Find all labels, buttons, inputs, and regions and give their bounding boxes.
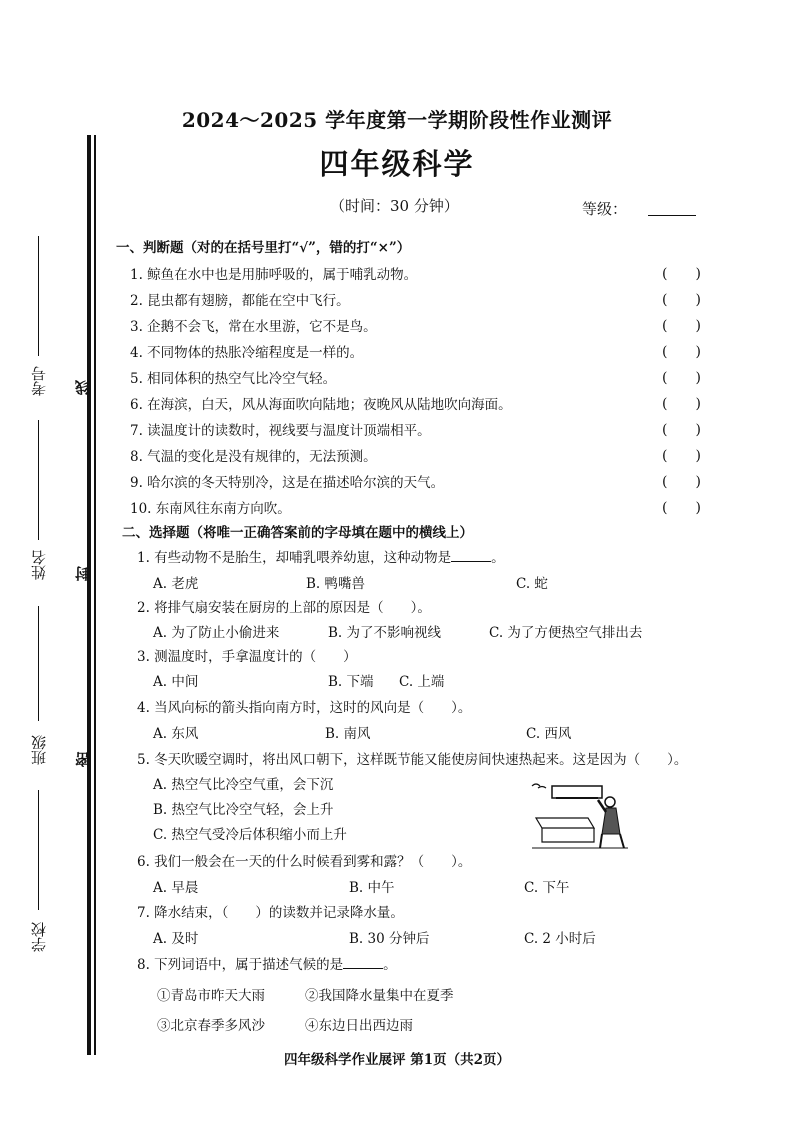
mc-question-3: 3. 测温度时，手拿温度计的（ ） [137, 649, 357, 665]
mc6-option-b: B. 中午 [349, 880, 395, 896]
tf-answer-6[interactable]: ( ) [662, 396, 701, 412]
air-flow-icon [532, 784, 546, 788]
time-limit: （时间：30 分钟） [330, 197, 459, 215]
mc-question-8-stem: 8. 下列词语中，属于描述气候的是 [137, 957, 344, 973]
air-conditioner-illustration [528, 778, 636, 854]
exam-title: 2024～2025 学年度第一学期阶段性作业测评 [181, 108, 613, 132]
tf-item-4: 4. 不同物体的热胀冷缩程度是一样的。 [130, 345, 364, 361]
mc7-option-b: B. 30 分钟后 [349, 931, 430, 947]
mc3-option-b: B. 下端 [328, 674, 374, 690]
tf-answer-5[interactable]: ( ) [662, 370, 701, 386]
mc1-option-c: C. 蛇 [516, 576, 548, 592]
class-label: 班级 [30, 735, 48, 765]
mc-question-1 [137, 546, 505, 566]
mc-question-7: 7. 降水结束，（ ）的读数并记录降水量。 [137, 905, 404, 921]
mc8-option-2: ②我国降水量集中在夏季 [305, 988, 454, 1004]
mc-question-8 [137, 953, 397, 973]
tf-answer-10[interactable]: ( ) [662, 500, 701, 516]
mc-question-1-stem: 1. 有些动物不是胎生，却哺乳喂养幼崽，这种动物是 [137, 550, 452, 566]
tf-answer-2[interactable]: ( ) [662, 292, 701, 308]
mc3-option-a: A. 中间 [153, 674, 199, 690]
mc6-option-c: C. 下午 [524, 880, 570, 896]
section2-heading: 二、选择题（将唯一正确答案前的字母填在题中的横线上） [122, 525, 473, 541]
mc-question-1-end: 。 [491, 550, 505, 566]
school-label: 学校 [30, 922, 48, 952]
tf-item-9: 9. 哈尔滨的冬天特别冷，这是在描述哈尔滨的天气。 [130, 475, 445, 491]
mc7-option-c: C. 2 小时后 [524, 931, 596, 947]
mc7-option-a: A. 及时 [153, 931, 199, 947]
school-line[interactable] [38, 790, 39, 910]
tf-item-6: 6. 在海滨，白天，风从海面吹向陆地；夜晚风从陆地吹向海面。 [130, 397, 512, 413]
binding-line-thick [87, 135, 91, 1055]
binding-line-thin [94, 135, 96, 1055]
mc8-option-3: ③北京春季多风沙 [157, 1018, 265, 1034]
tf-item-5: 5. 相同体积的热空气比冷空气轻。 [130, 371, 337, 387]
air-conditioner-unit [552, 786, 602, 798]
mc5-option-c: C. 热空气受冷后体积缩小而上升 [153, 827, 347, 843]
tf-answer-4[interactable]: ( ) [662, 344, 701, 360]
mc1-option-a: A. 老虎 [153, 576, 199, 592]
exam-number-line[interactable] [38, 236, 39, 356]
tf-answer-9[interactable]: ( ) [662, 474, 701, 490]
tf-answer-3[interactable]: ( ) [662, 318, 701, 334]
seal-char-seal: 封 [74, 566, 92, 581]
mc2-option-c: C. 为了方便热空气排出去 [489, 625, 643, 641]
tf-item-7: 7. 读温度计的读数时，视线要与温度计顶端相平。 [130, 423, 431, 439]
tf-item-8: 8. 气温的变化是没有规律的，无法预测。 [130, 449, 377, 465]
name-line[interactable] [38, 420, 39, 540]
grade-label: 等级： [582, 200, 628, 218]
tf-item-2: 2. 昆虫都有翅膀，都能在空中飞行。 [130, 293, 350, 309]
mc-question-6: 6. 我们一般会在一天的什么时候看到雾和露？（ ）。 [137, 854, 472, 870]
mc5-option-a: A. 热空气比冷空气重，会下沉 [153, 777, 334, 793]
mc-question-8-end: 。 [383, 957, 397, 973]
section1-heading: 一、判断题（对的在括号里打“√”，错的打“×”） [116, 240, 411, 256]
mc3-option-c: C. 上端 [399, 674, 445, 690]
tf-item-10: 10. 东南风往东南方向吹。 [130, 501, 291, 517]
mc5-option-b: B. 热空气比冷空气轻，会上升 [153, 802, 334, 818]
tf-answer-7[interactable]: ( ) [662, 422, 701, 438]
seal-char-secret: 密 [74, 752, 92, 767]
tf-answer-1[interactable]: ( ) [662, 266, 701, 282]
mc-question-2: 2. 将排气扇安装在厨房的上部的原因是（ ）。 [137, 600, 431, 616]
name-label: 姓名 [30, 550, 48, 580]
mc2-option-b: B. 为了不影响视线 [328, 625, 442, 641]
mc-answer-blank-1[interactable] [451, 549, 491, 562]
exam-number-label: 考号 [30, 366, 48, 396]
class-line[interactable] [38, 606, 39, 721]
mc2-option-a: A. 为了防止小偷进来 [153, 625, 280, 641]
mc4-option-b: B. 南风 [325, 726, 371, 742]
page-footer: 四年级科学作业展评 第1页（共2页） [284, 1052, 510, 1068]
grade-blank[interactable] [648, 215, 696, 216]
mc4-option-c: C. 西风 [526, 726, 572, 742]
tf-answer-8[interactable]: ( ) [662, 448, 701, 464]
table-top [536, 818, 594, 828]
tf-item-1: 1. 鲸鱼在水中也是用肺呼吸的，属于哺乳动物。 [130, 267, 418, 283]
seal-char-line: 线 [74, 380, 92, 395]
mc1-option-b: B. 鸭嘴兽 [306, 576, 366, 592]
mc8-option-4: ④东边日出西边雨 [305, 1018, 413, 1034]
mc-question-5: 5. 冬天吹暖空调时，将出风口朝下，这样既节能又能使房间快速热起来。这是因为（ ）。 [137, 752, 688, 768]
mc8-option-1: ①青岛市昨天大雨 [157, 988, 265, 1004]
tf-item-3: 3. 企鹅不会飞，常在水里游，它不是鸟。 [130, 319, 377, 335]
mc4-option-a: A. 东风 [153, 726, 199, 742]
mc6-option-a: A. 早晨 [153, 880, 199, 896]
subject-title: 四年级科学 [319, 147, 475, 181]
worker-head [605, 797, 615, 807]
mc-question-4: 4. 当风向标的箭头指向南方时，这时的风向是（ ）。 [137, 700, 472, 716]
mc-answer-blank-8[interactable] [343, 956, 383, 969]
